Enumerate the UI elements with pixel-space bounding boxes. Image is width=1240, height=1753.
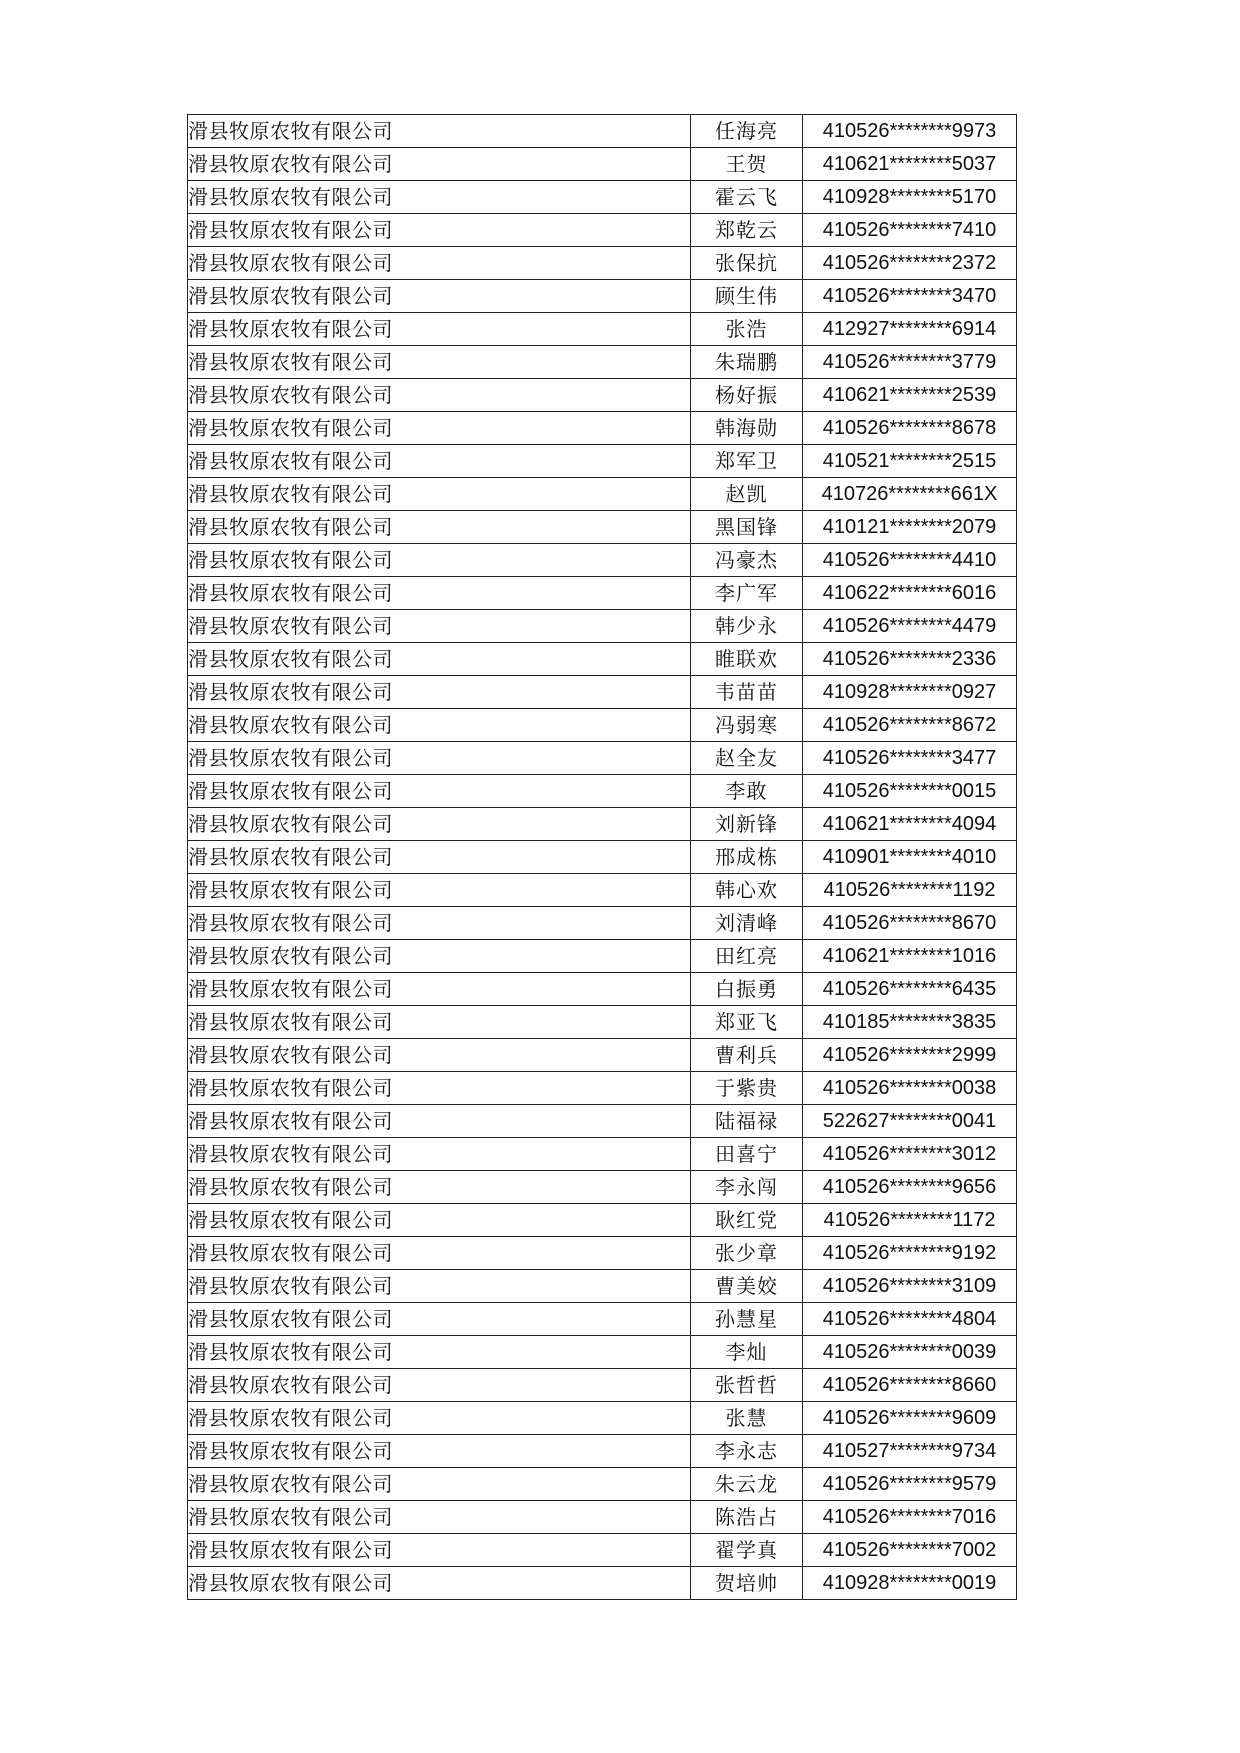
company-cell: 滑县牧原农牧有限公司: [188, 1534, 691, 1567]
company-cell: 滑县牧原农牧有限公司: [188, 1039, 691, 1072]
name-cell: 霍云飞: [691, 181, 803, 214]
name-cell: 孙慧星: [691, 1303, 803, 1336]
table-row: [188, 1303, 1017, 1336]
company-cell: 滑县牧原农牧有限公司: [188, 940, 691, 973]
company-cell: 滑县牧原农牧有限公司: [188, 1072, 691, 1105]
name-cell: 翟学真: [691, 1534, 803, 1567]
name-cell: 任海亮: [691, 115, 803, 148]
table-row: [188, 379, 1017, 412]
table-row: [188, 313, 1017, 346]
name-cell: 张浩: [691, 313, 803, 346]
id-number-cell: 410526********7410: [803, 214, 1017, 247]
id-number-cell: 412927********6914: [803, 313, 1017, 346]
id-number-cell: 410185********3835: [803, 1006, 1017, 1039]
id-number-cell: 410526********4479: [803, 610, 1017, 643]
table-row: [188, 874, 1017, 907]
company-cell: 滑县牧原农牧有限公司: [188, 478, 691, 511]
name-cell: 张哲哲: [691, 1369, 803, 1402]
name-cell: 邢成栋: [691, 841, 803, 874]
table-row: [188, 1138, 1017, 1171]
table-row: [188, 1270, 1017, 1303]
name-cell: 耿红党: [691, 1204, 803, 1237]
name-cell: 赵凯: [691, 478, 803, 511]
table-row: [188, 1402, 1017, 1435]
table-row: [188, 1336, 1017, 1369]
company-cell: 滑县牧原农牧有限公司: [188, 1468, 691, 1501]
company-cell: 滑县牧原农牧有限公司: [188, 775, 691, 808]
id-number-cell: 410526********9609: [803, 1402, 1017, 1435]
name-cell: 韩心欢: [691, 874, 803, 907]
company-cell: 滑县牧原农牧有限公司: [188, 1336, 691, 1369]
id-number-cell: 410526********8670: [803, 907, 1017, 940]
id-number-cell: 410526********7002: [803, 1534, 1017, 1567]
company-cell: 滑县牧原农牧有限公司: [188, 1138, 691, 1171]
table-row: [188, 808, 1017, 841]
name-cell: 陆福禄: [691, 1105, 803, 1138]
table-row: [188, 181, 1017, 214]
table-row: [188, 346, 1017, 379]
table-row: [188, 577, 1017, 610]
table-row: [188, 1006, 1017, 1039]
table-row: [188, 775, 1017, 808]
company-cell: 滑县牧原农牧有限公司: [188, 115, 691, 148]
company-cell: 滑县牧原农牧有限公司: [188, 610, 691, 643]
table-row: [188, 709, 1017, 742]
employee-roster-table: [187, 114, 1017, 1600]
company-cell: 滑县牧原农牧有限公司: [188, 1204, 691, 1237]
name-cell: 朱瑞鹏: [691, 346, 803, 379]
id-number-cell: 410527********9734: [803, 1435, 1017, 1468]
id-number-cell: 410526********9192: [803, 1237, 1017, 1270]
name-cell: 李永闯: [691, 1171, 803, 1204]
id-number-cell: 410526********0039: [803, 1336, 1017, 1369]
name-cell: 于紫贵: [691, 1072, 803, 1105]
table-row: [188, 412, 1017, 445]
id-number-cell: 410928********5170: [803, 181, 1017, 214]
id-number-cell: 410526********9973: [803, 115, 1017, 148]
id-number-cell: 410526********7016: [803, 1501, 1017, 1534]
name-cell: 韦苗苗: [691, 676, 803, 709]
name-cell: 刘新锋: [691, 808, 803, 841]
name-cell: 张慧: [691, 1402, 803, 1435]
name-cell: 韩海勋: [691, 412, 803, 445]
company-cell: 滑县牧原农牧有限公司: [188, 379, 691, 412]
name-cell: 冯豪杰: [691, 544, 803, 577]
id-number-cell: 410526********9579: [803, 1468, 1017, 1501]
name-cell: 陈浩占: [691, 1501, 803, 1534]
name-cell: 李广军: [691, 577, 803, 610]
company-cell: 滑县牧原农牧有限公司: [188, 709, 691, 742]
id-number-cell: 410621********1016: [803, 940, 1017, 973]
table-row: [188, 841, 1017, 874]
table-row: [188, 214, 1017, 247]
name-cell: 刘清峰: [691, 907, 803, 940]
id-number-cell: 410526********4804: [803, 1303, 1017, 1336]
company-cell: 滑县牧原农牧有限公司: [188, 808, 691, 841]
id-number-cell: 410526********0038: [803, 1072, 1017, 1105]
id-number-cell: 410526********3779: [803, 346, 1017, 379]
table-row: [188, 973, 1017, 1006]
table-row: [188, 742, 1017, 775]
id-number-cell: 410526********3109: [803, 1270, 1017, 1303]
company-cell: 滑县牧原农牧有限公司: [188, 346, 691, 379]
id-number-cell: 410526********3012: [803, 1138, 1017, 1171]
company-cell: 滑县牧原农牧有限公司: [188, 1402, 691, 1435]
table-row: [188, 940, 1017, 973]
company-cell: 滑县牧原农牧有限公司: [188, 280, 691, 313]
name-cell: 朱云龙: [691, 1468, 803, 1501]
id-number-cell: 410526********9656: [803, 1171, 1017, 1204]
name-cell: 李敢: [691, 775, 803, 808]
company-cell: 滑县牧原农牧有限公司: [188, 313, 691, 346]
company-cell: 滑县牧原农牧有限公司: [188, 1270, 691, 1303]
table-row: [188, 247, 1017, 280]
id-number-cell: 522627********0041: [803, 1105, 1017, 1138]
company-cell: 滑县牧原农牧有限公司: [188, 1435, 691, 1468]
company-cell: 滑县牧原农牧有限公司: [188, 247, 691, 280]
company-cell: 滑县牧原农牧有限公司: [188, 511, 691, 544]
name-cell: 贺培帅: [691, 1567, 803, 1600]
name-cell: 张保抗: [691, 247, 803, 280]
company-cell: 滑县牧原农牧有限公司: [188, 577, 691, 610]
name-cell: 冯弱寒: [691, 709, 803, 742]
id-number-cell: 410526********0015: [803, 775, 1017, 808]
id-number-cell: 410928********0019: [803, 1567, 1017, 1600]
table-row: [188, 907, 1017, 940]
id-number-cell: 410526********4410: [803, 544, 1017, 577]
company-cell: 滑县牧原农牧有限公司: [188, 742, 691, 775]
name-cell: 赵全友: [691, 742, 803, 775]
table-row: [188, 115, 1017, 148]
name-cell: 田红亮: [691, 940, 803, 973]
name-cell: 郑乾云: [691, 214, 803, 247]
company-cell: 滑县牧原农牧有限公司: [188, 973, 691, 1006]
table-row: [188, 1501, 1017, 1534]
company-cell: 滑县牧原农牧有限公司: [188, 214, 691, 247]
table-row: [188, 643, 1017, 676]
company-cell: 滑县牧原农牧有限公司: [188, 544, 691, 577]
id-number-cell: 410526********6435: [803, 973, 1017, 1006]
company-cell: 滑县牧原农牧有限公司: [188, 1567, 691, 1600]
company-cell: 滑县牧原农牧有限公司: [188, 412, 691, 445]
table-row: [188, 1237, 1017, 1270]
table-row: [188, 1468, 1017, 1501]
name-cell: 李永志: [691, 1435, 803, 1468]
table-row: [188, 1039, 1017, 1072]
table-row: [188, 1369, 1017, 1402]
name-cell: 李灿: [691, 1336, 803, 1369]
company-cell: 滑县牧原农牧有限公司: [188, 148, 691, 181]
name-cell: 郑军卫: [691, 445, 803, 478]
table-row: [188, 511, 1017, 544]
table-row: [188, 1072, 1017, 1105]
table-row: [188, 610, 1017, 643]
company-cell: 滑县牧原农牧有限公司: [188, 445, 691, 478]
id-number-cell: 410526********8672: [803, 709, 1017, 742]
id-number-cell: 410521********2515: [803, 445, 1017, 478]
table-row: [188, 445, 1017, 478]
roster-table-body: [188, 115, 1017, 1600]
company-cell: 滑县牧原农牧有限公司: [188, 874, 691, 907]
name-cell: 白振勇: [691, 973, 803, 1006]
table-row: [188, 1171, 1017, 1204]
id-number-cell: 410526********3470: [803, 280, 1017, 313]
company-cell: 滑县牧原农牧有限公司: [188, 1237, 691, 1270]
company-cell: 滑县牧原农牧有限公司: [188, 1369, 691, 1402]
table-row: [188, 1435, 1017, 1468]
company-cell: 滑县牧原农牧有限公司: [188, 841, 691, 874]
name-cell: 郑亚飞: [691, 1006, 803, 1039]
id-number-cell: 410526********8678: [803, 412, 1017, 445]
name-cell: 曹美姣: [691, 1270, 803, 1303]
id-number-cell: 410526********1172: [803, 1204, 1017, 1237]
name-cell: 韩少永: [691, 610, 803, 643]
id-number-cell: 410526********1192: [803, 874, 1017, 907]
table-row: [188, 676, 1017, 709]
id-number-cell: 410928********0927: [803, 676, 1017, 709]
company-cell: 滑县牧原农牧有限公司: [188, 643, 691, 676]
company-cell: 滑县牧原农牧有限公司: [188, 1171, 691, 1204]
name-cell: 王贺: [691, 148, 803, 181]
company-cell: 滑县牧原农牧有限公司: [188, 1006, 691, 1039]
id-number-cell: 410526********8660: [803, 1369, 1017, 1402]
name-cell: 田喜宁: [691, 1138, 803, 1171]
table-row: [188, 544, 1017, 577]
name-cell: 顾生伟: [691, 280, 803, 313]
id-number-cell: 410901********4010: [803, 841, 1017, 874]
name-cell: 黑国锋: [691, 511, 803, 544]
id-number-cell: 410621********5037: [803, 148, 1017, 181]
company-cell: 滑县牧原农牧有限公司: [188, 907, 691, 940]
id-number-cell: 410622********6016: [803, 577, 1017, 610]
name-cell: 张少章: [691, 1237, 803, 1270]
id-number-cell: 410526********2336: [803, 643, 1017, 676]
name-cell: 睢联欢: [691, 643, 803, 676]
table-row: [188, 478, 1017, 511]
table-row: [188, 1534, 1017, 1567]
company-cell: 滑县牧原农牧有限公司: [188, 676, 691, 709]
company-cell: 滑县牧原农牧有限公司: [188, 1303, 691, 1336]
id-number-cell: 410526********3477: [803, 742, 1017, 775]
company-cell: 滑县牧原农牧有限公司: [188, 1501, 691, 1534]
id-number-cell: 410621********4094: [803, 808, 1017, 841]
table-row: [188, 1204, 1017, 1237]
company-cell: 滑县牧原农牧有限公司: [188, 181, 691, 214]
name-cell: 杨好振: [691, 379, 803, 412]
table-row: [188, 1105, 1017, 1138]
id-number-cell: 410121********2079: [803, 511, 1017, 544]
company-cell: 滑县牧原农牧有限公司: [188, 1105, 691, 1138]
id-number-cell: 410526********2372: [803, 247, 1017, 280]
table-row: [188, 148, 1017, 181]
table-row: [188, 1567, 1017, 1600]
id-number-cell: 410621********2539: [803, 379, 1017, 412]
name-cell: 曹利兵: [691, 1039, 803, 1072]
table-row: [188, 280, 1017, 313]
id-number-cell: 410726********661X: [803, 478, 1017, 511]
id-number-cell: 410526********2999: [803, 1039, 1017, 1072]
